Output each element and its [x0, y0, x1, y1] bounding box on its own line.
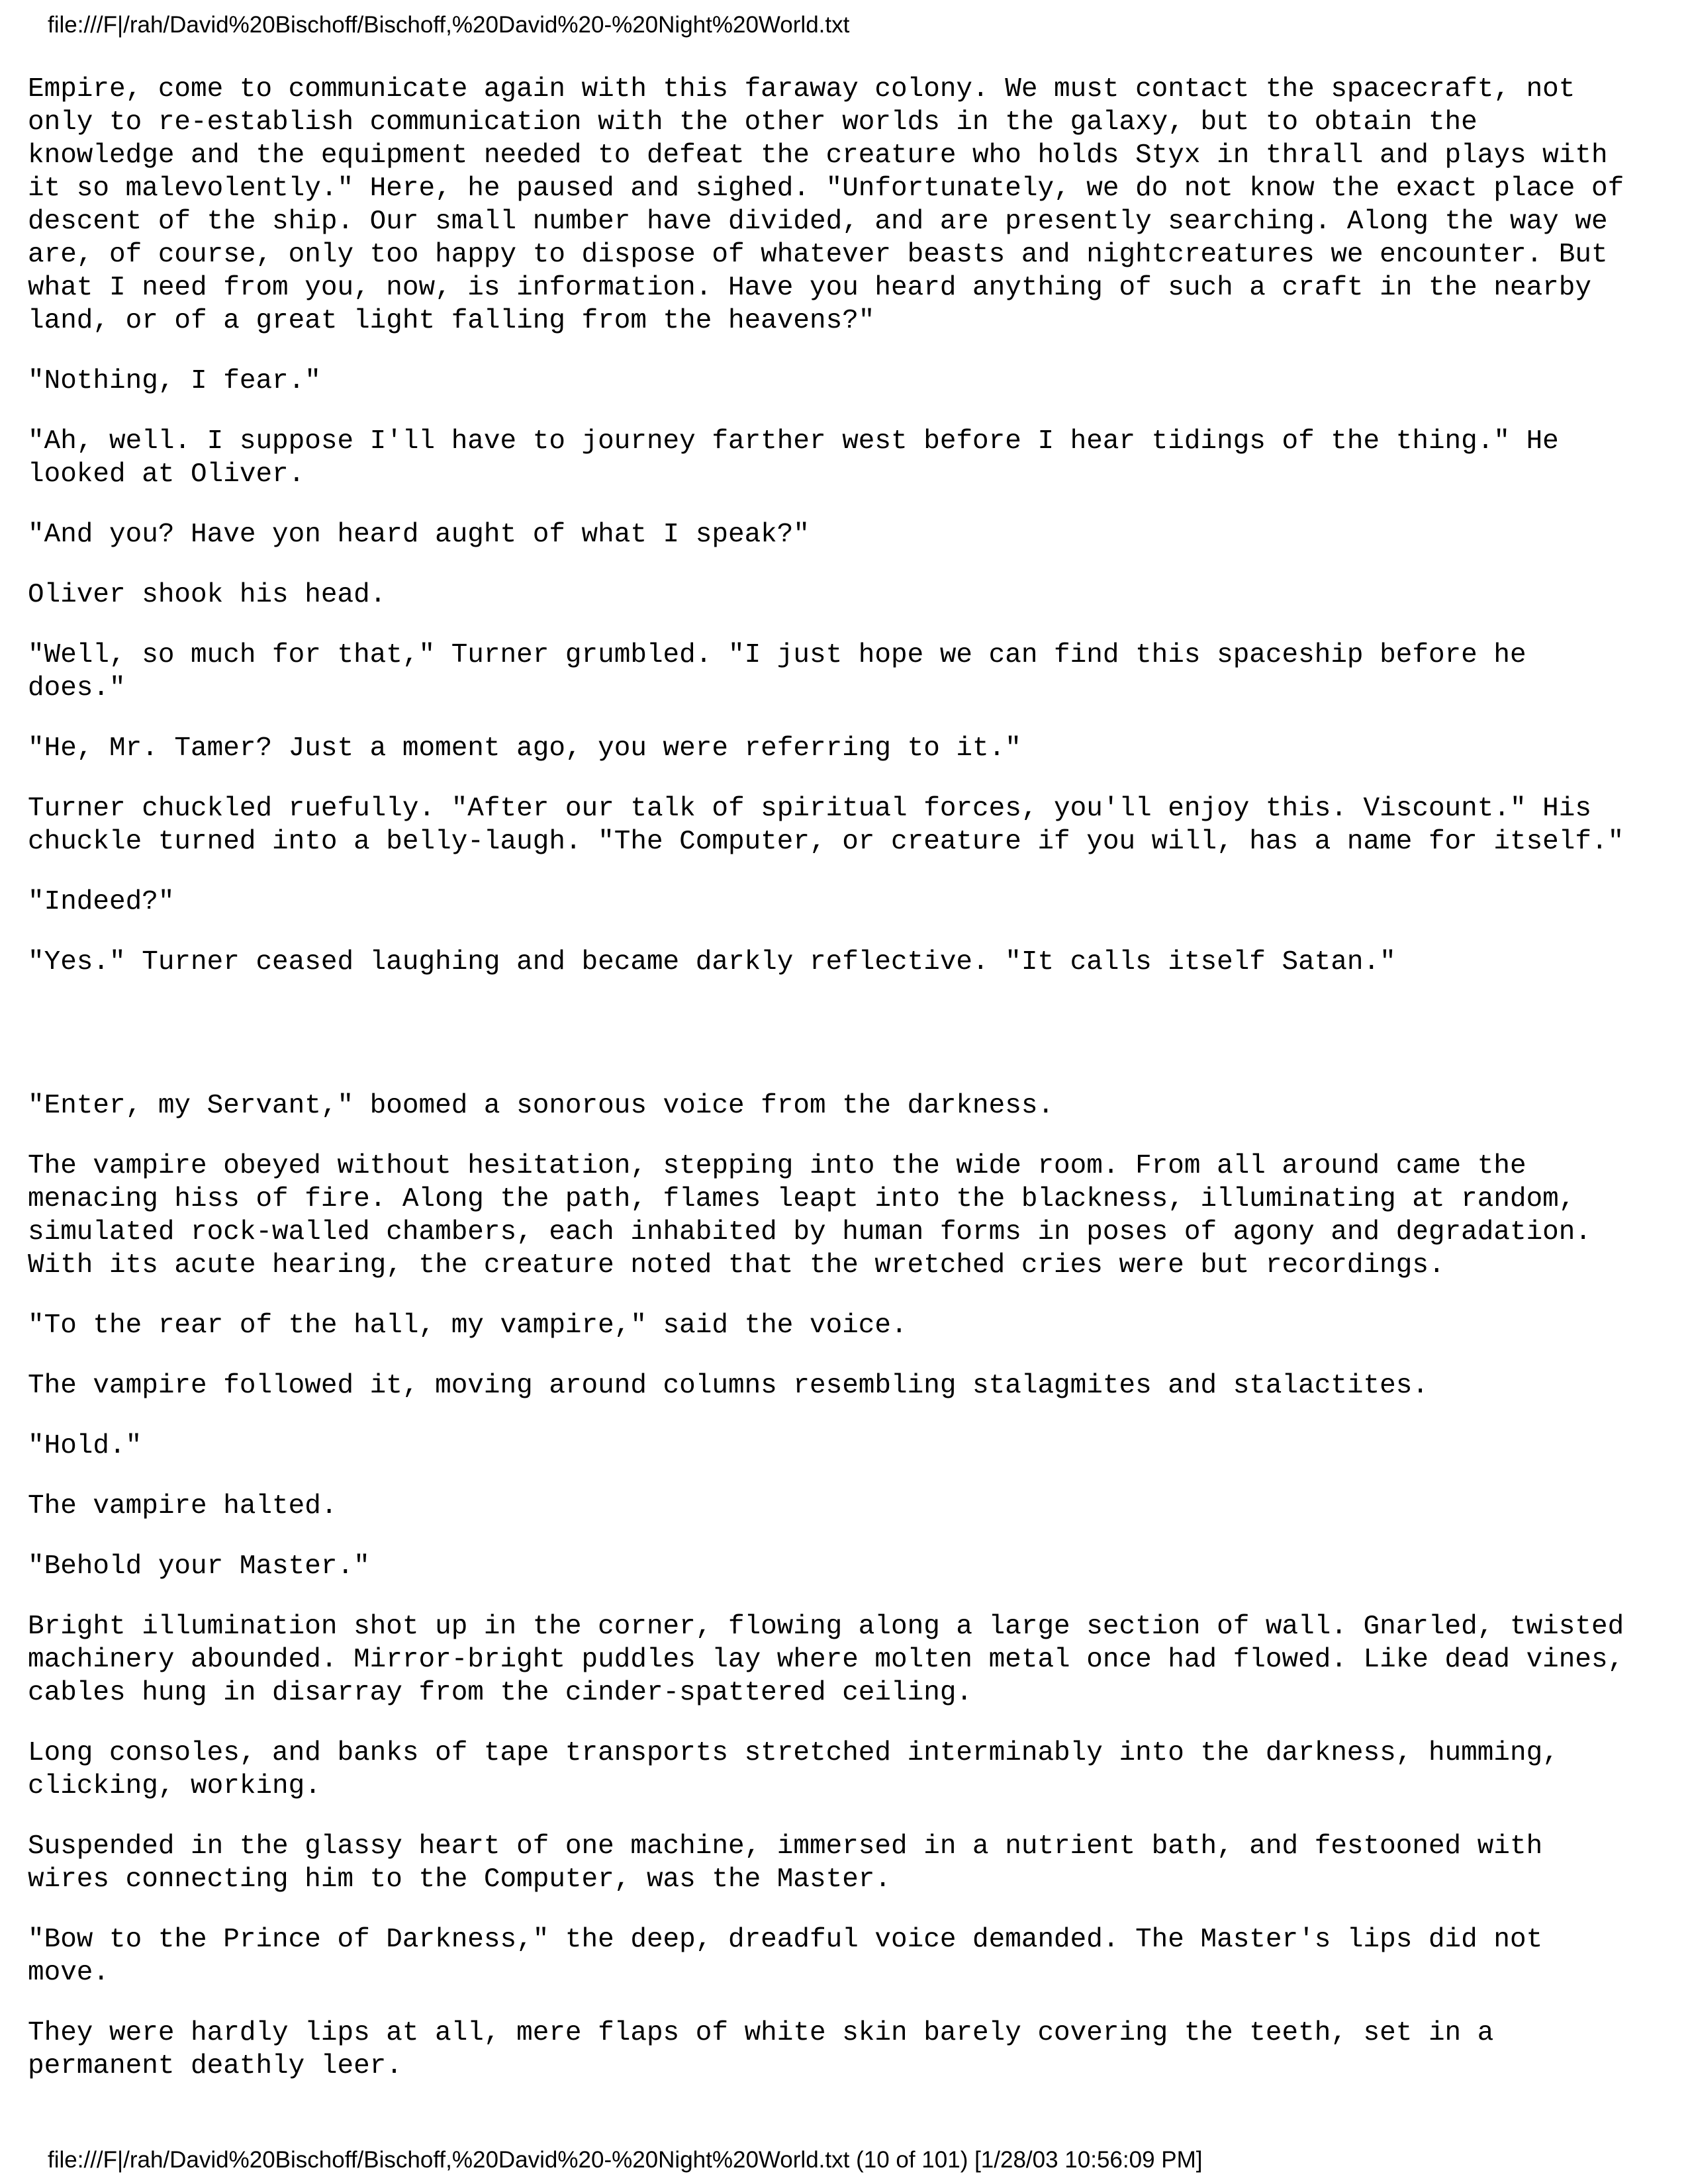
- paragraph: Bright illumination shot up in the corner, flowing along a large section of wall. Gnarled, twisted machinery abounded. Mirror-bright puddles lay where molten metal once had flowed. Like dead vines, cables hung in disarray from the cinder-spattered ceiling.: [28, 1612, 1624, 1708]
- paragraph: The vampire halted.: [28, 1491, 338, 1522]
- scene-break: [28, 1006, 1669, 1089]
- paragraph: The vampire followed it, moving around columns resembling stalagmites and stalactites.: [28, 1371, 1429, 1401]
- paragraph: "Behold your Master.": [28, 1551, 370, 1582]
- footer-file-path: file:///F|/rah/David%20Bischoff/Bischoff,%20David%20-%20Night%20World.txt (10 of 101) [1/28/03 10:56:09 PM]: [48, 2147, 1203, 2173]
- paragraph: The vampire obeyed without hesitation, stepping into the wide room. From all around came the menacing hiss of fire. Along the path, flames leapt into the blackness, illuminating at random, simulated rock-walled chambers, each inhabited by human forms in poses of agony and degradation. With its acute hearing, the creature noted that the wretched cries were but recordings.: [28, 1151, 1591, 1281]
- paragraph: "Hold.": [28, 1431, 142, 1461]
- paragraph: "To the rear of the hall, my vampire," said the voice.: [28, 1310, 908, 1341]
- paragraph: "Nothing, I fear.": [28, 366, 321, 396]
- paragraph: "Yes." Turner ceased laughing and became darkly reflective. "It calls itself Satan.": [28, 947, 1396, 978]
- paragraph: "Ah, well. I suppose I'll have to journey farther west before I hear tidings of the thing." He looked at Oliver.: [28, 426, 1559, 490]
- paragraph: "Well, so much for that," Turner grumbled. "I just hope we can find this spaceship before he does.": [28, 640, 1526, 704]
- paragraph: They were hardly lips at all, mere flaps of white skin barely covering the teeth, set in a permanent deathly leer.: [28, 2018, 1494, 2081]
- paragraph: "Indeed?": [28, 887, 175, 917]
- paragraph: Long consoles, and banks of tape transports stretched interminably into the darkness, humming, clicking, working.: [28, 1738, 1559, 1801]
- paragraph: Suspended in the glassy heart of one machine, immersed in a nutrient bath, and festooned with wires connecting him to the Computer, was the Master.: [28, 1831, 1543, 1895]
- paragraph: "Enter, my Servant," boomed a sonorous voice from the darkness.: [28, 1091, 1055, 1121]
- header-file-path: file:///F|/rah/David%20Bischoff/Bischoff,%20David%20-%20Night%20World.txt: [48, 12, 850, 38]
- paragraph: "He, Mr. Tamer? Just a moment ago, you were referring to it.": [28, 733, 1021, 764]
- paragraph: Turner chuckled ruefully. "After our talk of spiritual forces, you'll enjoy this. Viscount." His chuckle turned into a belly-laugh. "The Computer, or creature if you will, has a name for itself.": [28, 794, 1624, 857]
- paragraph: Empire, come to communicate again with this faraway colony. We must contact the spacecraft, not only to re-establish communication with the other worlds in the galaxy, but to obtain the knowledge and the equipment needed to defeat the creature who holds Styx in thrall and plays with it so malevolently." Here, he paused and sighed. "Unfortunately, we do not know the exact place of descent of the ship. Our small number have divided, and are presently searching. Along the way we are, of course, only too happy to dispose of whatever beasts and nightcreatures we encounter. But what I need from you, now, is information. Have you heard anything of such a craft in the nearby land, or of a great light falling from the heavens?": [28, 74, 1624, 336]
- paragraph: "And you? Have yon heard aught of what I speak?": [28, 520, 810, 550]
- paragraph: Oliver shook his head.: [28, 580, 387, 610]
- document-body: [28, 73, 1669, 2110]
- paragraph: "Bow to the Prince of Darkness," the deep, dreadful voice demanded. The Master's lips did not move.: [28, 1925, 1543, 1988]
